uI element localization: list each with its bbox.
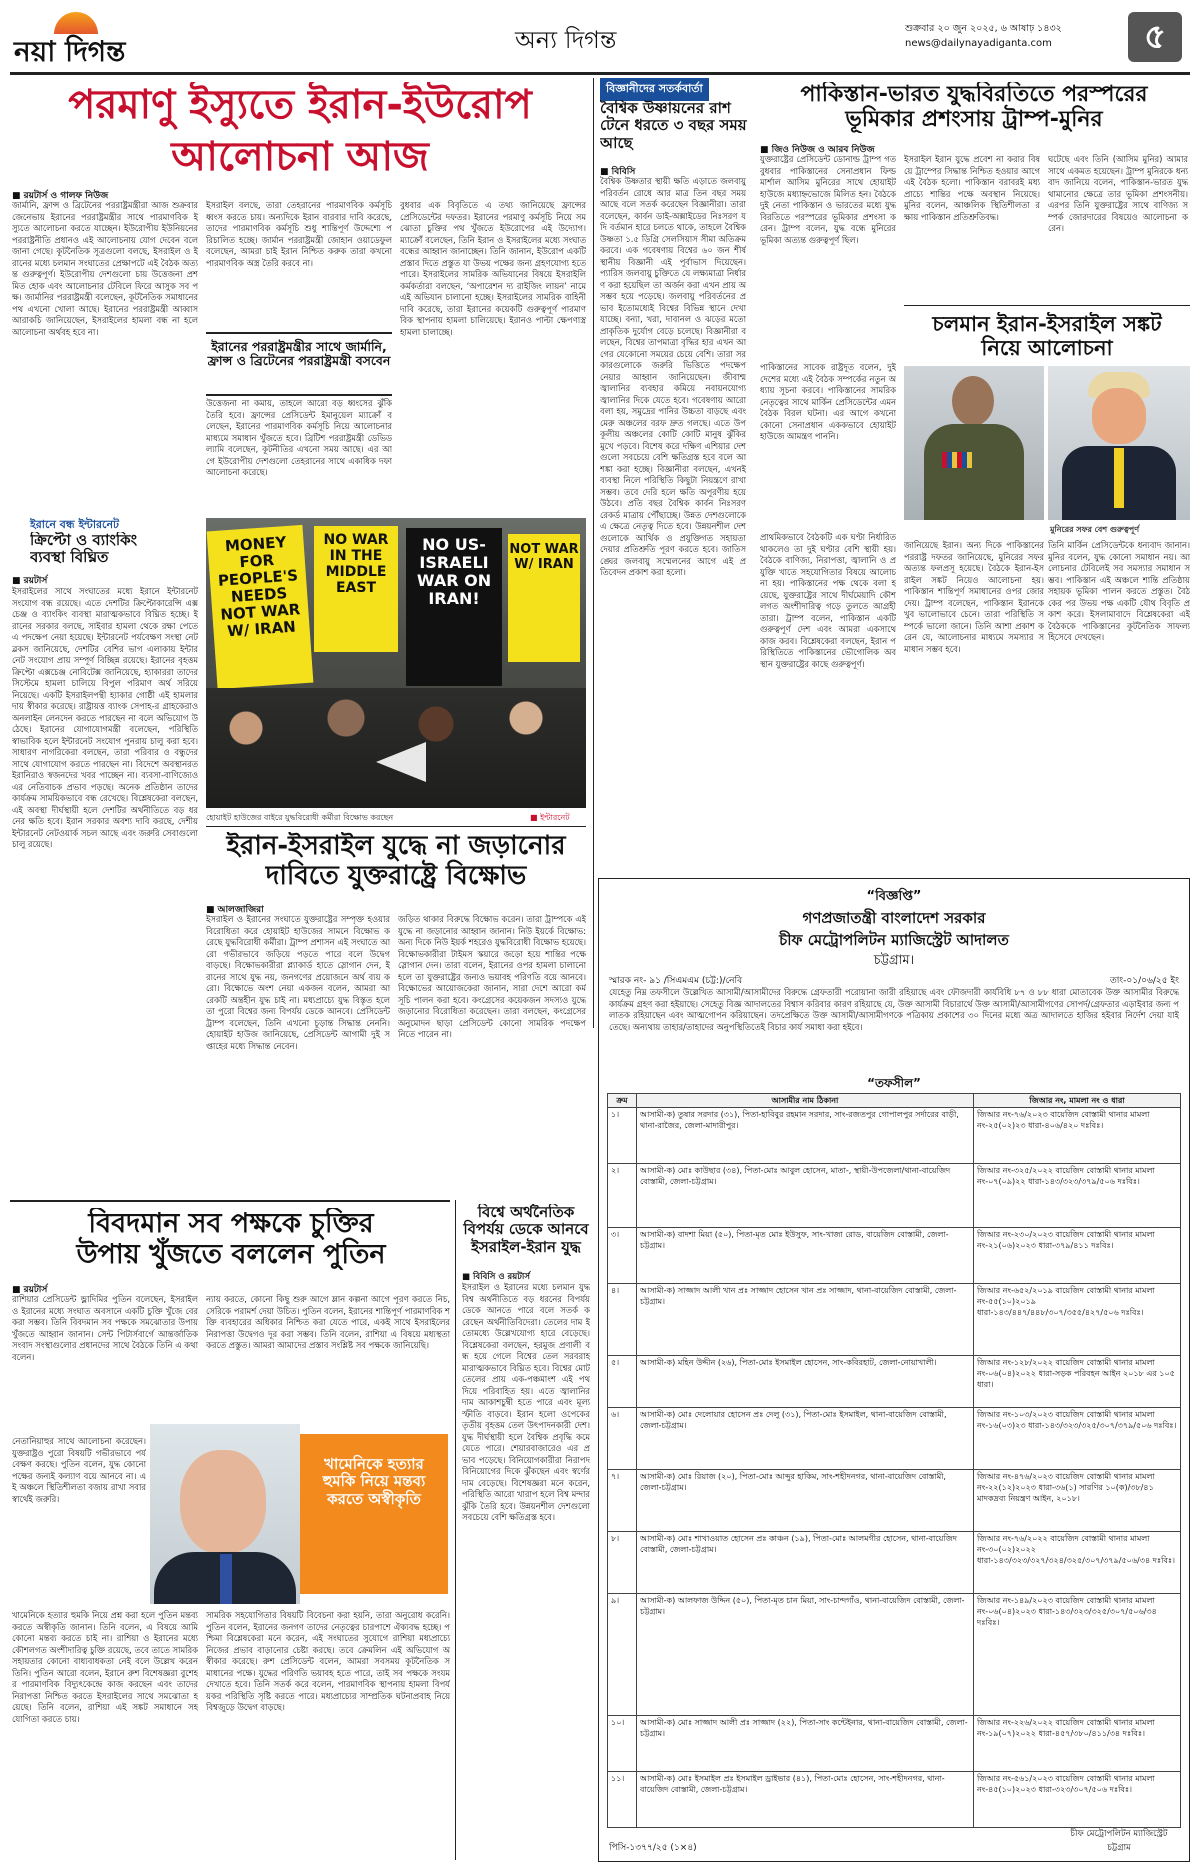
pakistan-body-col3: ঘটেছে এবং তিনি (আসিম মুনির) আমার সাথে একমত হয়েছেন। ট্রাম্প মুনিরকে ধন্যবাদ জানিয়ে বলেন, পাকিস্তান-ভারত যুদ্ধ থামানোর ক্ষেত্রে তার ভূমিকা প্রশংসনীয়। এরপর তিনি যুক্তরাষ্ট্রের সাথে বাণিজ্য সম্পর্ক জোরদারের বিষয়েও আলোচনা করেন। (1048, 154, 1188, 233)
crisis-body: তিনি মার্কিন প্রেসিডেন্টকে ধন্যবাদ জানান। মুনির বলেন, যুদ্ধ কোনো সমাধান নয়। আলোচনার টেবিলেই সব সমস্যার সমাধান সম্ভব। পাকিস্তান এই অঞ্চলে শান্তি প্রতিষ্ঠায় সহায়ক ভূমিকা পালন করতে প্রস্তুত। বৈঠকের পর উভয় পক্ষ একটি যৌথ বিবৃতি প্রকাশ করে। ইসলামাবাদে বিশ্লেষকেরা এই বৈঠককে পাকিস্তানের কূটনৈতিক সাফল্য হিসেবে দেখছেন। (1048, 540, 1190, 642)
table-row (608, 1594, 1181, 1716)
us-protest-headline (206, 832, 586, 892)
lead-body-col1: জার্মানি, ফ্রান্স ও ব্রিটেনের পররাষ্ট্রমন্ত্রীরা আজ শুক্রবার জেনেভায় ইরানের পররাষ্ট্রমন্ত্রীর সাথে পারমাণবিক ইস্যুতে আলোচনা করতে যাচ্ছেন। ইউরোপীয় ইউনিয়নের পররাষ্ট্রনীতি প্রধানও এই আলোচনায় যোগ দেবেন বলে জানা গেছে। কূটনৈতিক সূত্রগুলো বলছে, ইসরাইল ও ইরানের মধ্যে চলমান সংঘাতের প্রেক্ষাপটে এই বৈঠক অত্যন্ত গুরুত্বপূর্ণ। ইউরোপীয় দেশগুলো চায় উত্তেজনা প্রশমিত হোক এবং আলোচনার টেবিলে ফিরে আসুক সব পক্ষ। জার্মানির পররাষ্ট্রমন্ত্রী বলেছেন, কূটনৈতিক সমাধানের পথ এখনো খোলা আছে। ইরানের পররাষ্ট্রমন্ত্রী আব্বাস আরাকচি জানিয়েছেন, ইসরাইলের হামলা বন্ধ না হলে আলোচনা অর্থবহ হবে না। (12, 200, 198, 337)
pakistan-headline (758, 82, 1190, 133)
row-accused: আসামী-ক) মোঃ রিয়াজ (২০), পিতা-মোঃ আব্দুর হাকিম, সাং-শহীদনগর, থানা-বায়েজিদ বোস্তামী, জেলা-চট্টগ্রাম। (637, 1470, 974, 1532)
notice-table (607, 1093, 1181, 1828)
us-protest-byline: ■ আলজাজিরা (206, 905, 264, 915)
putin-callout (300, 1434, 448, 1594)
row-accused: আসামী-ক) মোঃ ইসমাইল প্রঃ ইসমাইল ড্রাইভার (৪১), পিতা-মোঃ হোসেন, সাং-শহীদনগর, থানা-বায়েজিদ বোস্তামী, জেলা-চট্টগ্রাম। (637, 1772, 974, 1828)
lead-body-col2b: উত্তেজনা না কমায়, তাহলে আরো বড় ধ্বংসের ঝুঁকি তৈরি হবে। ফ্রান্সের প্রেসিডেন্ট ইমানুয়েল ম্যাক্রোঁ বলেছেন, ইরানের পারমাণবিক কর্মসূচি নিয়ে আলোচনার মাধ্যমে সমাধান খুঁজতে হবে। ব্রিটিশ পররাষ্ট্রমন্ত্রী ডেভিড ল্যামি বলেছেন, কূটনীতির এখনো সময় আছে। এর আগে ইউরোপীয় দেশগুলো তেহরানের সাথে একাধিক দফা আলোচনা করেছে। (206, 398, 392, 477)
economy-headline (462, 1204, 590, 1256)
col-serial: ক্রম (608, 1094, 637, 1108)
row-case: জিআর নং-১২৮/২০২২ বায়েজিদ বোস্তামী থানার মামলা নং-০৬(০৪)২০২২ ধারা-সড়ক পরিবহন আইন ২০১৮ এর ১০৫ ধারা। (974, 1356, 1181, 1408)
scientists-body: বৈশ্বিক উষ্ণতার স্থায়ী ক্ষতি এড়াতে জলবায়ু পরিবর্তন রোধে আর মাত্র তিন বছর সময় আছে বলে সতর্ক করেছেন বিজ্ঞানীরা। তারা বলেছেন, কার্বন ডাই-অক্সাইডের নিঃসরণ যদি বর্তমান হারে চলতে থাকে, তাহলে বৈশ্বিক উষ্ণতা ১.৫ ডিগ্রি সেলসিয়াস সীমা অতিক্রম করবে। এক গবেষণায় বিশ্বের ৬০ জন শীর্ষস্থানীয় বিজ্ঞানী এই পূর্বাভাস দিয়েছেন। প্যারিস জলবায়ু চুক্তিতে যে লক্ষ্যমাত্রা নির্ধারণ করা হয়েছিল তা অর্জন করা এখন প্রায় অসম্ভব হয়ে পড়েছে। জলবায়ু পরিবর্তনের প্রভাব ইতোমধ্যেই বিশ্বের বিভিন্ন স্থানে দেখা যাচ্ছে। বন্যা, খরা, দাবানল ও ঝড়ের মতো প্রাকৃতিক দুর্যোগ বেড়ে চলেছে। বিজ্ঞানীরা বলছেন, বিশ্বের তাপমাত্রা বৃদ্ধির হার এখন আগের যেকোনো সময়ের চেয়ে বেশি। তারা সরকারগুলোকে জরুরি ভিত্তিতে পদক্ষেপ নেয়ার আহ্বান জানিয়েছেন। জীবাশ্ম জ্বালানির ব্যবহার কমিয়ে নবায়নযোগ্য জ্বালানির দিকে যেতে হবে। গবেষণায় আরো বলা হয়, সমুদ্রের পানির উচ্চতা বাড়ছে এবং মেরু অঞ্চলের বরফ দ্রুত গলছে। এতে উপকূলীয় অঞ্চলের কোটি কোটি মানুষ ঝুঁকির মুখে পড়বে। বিশেষ করে দক্ষিণ এশিয়ার দেশগুলো সবচেয়ে বেশি ক্ষতিগ্রস্ত হবে বলে আশঙ্কা করা হচ্ছে। বিজ্ঞানীরা বলছেন, এখনই ব্যবস্থা নিলে পরিস্থিতি কিছুটা নিয়ন্ত্রণে রাখা সম্ভব। তবে দেরি হলে ক্ষতি অপূরণীয় হয়ে উঠবে। প্রতি বছর বৈশ্বিক কার্বন নিঃসরণ রেকর্ড মাত্রায় পৌঁছাচ্ছে। উন্নত দেশগুলোকে এ ক্ষেত্রে নেতৃত্ব দিতে হবে। উন্নয়নশীল দেশগুলোকে আর্থিক ও প্রযুক্তিগত সহায়তা দেয়ার প্রতিশ্রুতি পূরণ করতে হবে। জাতিসঙ্ঘের জলবায়ু সম্মেলনের আগে এই প্রতিবেদন প্রকাশ করা হলো। (600, 176, 746, 577)
scientists-kicker: বিজ্ঞানীদের সতর্কবার্তা (600, 78, 709, 101)
putin-body-col2: ন্যায় করতে, কোনো কিছু শুরু আগে ম্লান কল্পনা আগে পূরণ করতে নিচ, সেরিকে পরামর্শ দেয়া উচিত। পুতিন বলেন, ইরানের শান্তিপূর্ণ পারমাণবিক শক্তি ব্যবহারের অধিকার নিশ্চিত করা যেতে পারে, একই সাথে ইসরাইলের নিরাপত্তা উদ্বেগও দূর করা সম্ভব। তিনি বলেন, রাশিয়া এ বিষয়ে মধ্যস্থতা করতে প্রস্তুত। আমরা আমাদের প্রস্তাব সংশ্লিষ্ট সব পক্ষকে জানিয়েছি। (206, 1294, 450, 1350)
protest-photo-credit: ■ ইন্টারনেট (530, 813, 570, 822)
putin-body-col1: রাশিয়ার প্রেসিডেন্ট ভ্লাদিমির পুতিন বলেছেন, ইসরাইল ও ইরানের মধ্যে সংঘাত অবসানে একটি চুক্তি খুঁজে বের করা সম্ভব। তিনি বিবদমান সব পক্ষকে সমঝোতার উপায় খুঁজতে আহ্বান জানান। সেন্ট পিটার্সবার্গে আন্তর্জাতিক সংবাদ সংস্থাগুলোর প্রধানদের সাথে বৈঠকে তিনি এ কথা বলেন। (12, 1294, 198, 1362)
crisis-headline (904, 312, 1190, 360)
row-accused: আসামী-ক) মোঃ সাজ্জাদ আলী প্রঃ সাজ্জাদ (২২), পিতা-সাং কন্টেইনার, থানা-বায়েজিদ বোস্তামী, জেলা-চট্টগ্রাম। (637, 1716, 974, 1772)
subhead-text: ইরানের পররাষ্ট্রমন্ত্রীর সাথে জার্মানি, ফ্রান্স ও ব্রিটেনের পররাষ্ট্রমন্ত্রী বসবেন (207, 339, 391, 369)
notice-intro: যেহেতু নিম্ন তফসীলে উল্লেখিত আসামী/আসামীদের বিরুদ্ধে গ্রেফতারী পরোয়ানা জারী রহিয়াছে এবং ফৌজদারী কার্যবিধি ৮৭ ও ৮৮ ধারা মোতাবেক উক্ত আসামীর বিরুদ্ধে কার্যক্রম গ্রহণ করা হইয়াছে। সেহেতু বিজ্ঞ আদালতের বিশ্বাস করিবার কারণ রহিয়াছে যে, উক্ত আসামী বিচারার্থে উক্ত আসামী/আসামীগণের সোপর্দ/গ্রেফতার এড়াইবার জন্য পলাতক রহিয়াছেন এবং আত্মগোপন করিয়াছেন। তদপ্রেক্ষিতে উক্ত আসামী/আসামীগণকে পত্রিকায় প্রকাশের ৩০ দিনের মধ্যে অত্র আদালতে হাজির হইবার নির্দেশ দেয়া যাইতেছে। অন্যথায় তাহার/তাহাদের অনুপস্থিতিতেই বিচার কার্য সমাধা করা হইবে। (609, 987, 1179, 1032)
crisis-headline-line2: নিয়ে আলোচনা (981, 336, 1113, 361)
notice-gov: গণপ্রজাতন্ত্রী বাংলাদেশ সরকার (802, 909, 986, 927)
putin-body-col1b: নেতানিয়াহুর সাথে আলোচনা করেছেন। যুক্তরাষ্ট্রও পুরো বিষয়টি গভীরভাবে পর্যবেক্ষণ করছে। পুতিন বলেন, যুদ্ধ কোনো পক্ষের জন্যই কল্যাণ বয়ে আনবে না। এই অঞ্চলে স্থিতিশীলতা বজায় রাখা সবার স্বার্থেই জরুরি। (12, 1436, 146, 1504)
lead-byline: ■ রয়টার্স ও গালফ নিউজ (12, 191, 109, 201)
row-case: জিআর নং-৪৭৬/২০২৩ বায়েজিদ বোস্তামী থানার মামলা নং-২২(১২)২০২৩ ধারা-৩৬(১) সারণির ১০(ক)/৩৮/৪১ মাদকদ্রব্য নিয়ন্ত্রণ আইন, ২০১৮। (974, 1470, 1181, 1532)
lead-body-col3: বুধবার এক বিবৃতিতে এ তথ্য জানিয়েছে ফ্রান্সের প্রেসিডেন্টের দফতর। ইরানের পরমাণু কর্মসূচি নিয়ে সমঝোতা চুক্তির পথ খুঁজতে ইউরোপের এই উদ্যোগ। ম্যাক্রোঁ বলেছেন, তিনি ইরান ও ইসরাইলের মধ্যে সংঘাত বন্ধের আহ্বান জানাচ্ছেন। তিনি জানান, ইউরোপ একটি প্রস্তাব দিতে প্রস্তুত যা উভয় পক্ষের জন্য গ্রহণযোগ্য হতে পারে। ইসরাইলের সামরিক অভিযানের বিষয়ে ইসরাইলি কর্মকর্তারা বলছেন, ‘অপারেশন দ্য রাইজিং লায়ন’ নামে এই অভিযান চালানো হচ্ছে। ইসরাইলের সামরিক বাহিনী দাবি করেছে, তারা ইরানের কয়েকটি গুরুত্বপূর্ণ পারমাণবিক স্থাপনায় হামলা চালিয়েছে। ইরানও পাল্টা ক্ষেপণাস্ত্র হামলা চালাচ্ছে। (400, 200, 586, 337)
notice-footer-right: চীফ মেট্রোপলিটন ম্যাজিস্ট্রেট চট্টগ্রাম (1070, 1829, 1168, 1853)
row-case: জিআর নং-২২৬/২০২২ বায়েজিদ বোস্তামী থানার মামলা নং-১৯(০৭)২০২২ ধারা-৪৫৭/৩৮০/৪১১/৩৪ দঃবিঃ। (974, 1716, 1181, 1772)
scientists-byline: ■ বিবিসি (600, 167, 636, 177)
economy-headline-line2: বিপর্যয় ডেকে আনবে (463, 1220, 589, 1239)
protest-photo-caption: হোয়াইট হাউজের বাইরে যুদ্ধবিরোধী কর্মীরা বিক্ষোভ করছেন (206, 813, 394, 822)
lead-headline (20, 82, 580, 180)
internet-kicker: ইরানে বন্ধ ইন্টারনেট (30, 518, 120, 531)
page-number-badge (1128, 12, 1182, 62)
row-serial: ১১। (608, 1772, 637, 1828)
putin-headline-line2: উপায় খুঁজতে বললেন পুতিন (76, 1239, 386, 1271)
trump-face (1092, 388, 1146, 444)
us-protest-body-col2: জড়িত থাকার বিরুদ্ধে বিক্ষোভ করেন। তারা ট্রাম্পকে এই যুদ্ধে না জড়ানোর আহ্বান জানান। নিউ ইয়র্কে বিক্ষোভ: অন্য দিকে নিউ ইয়র্ক শহরেও যুদ্ধবিরোধী বিক্ষোভ হয়েছে। বিক্ষোভকারীরা টাইমস স্কয়ারে জড়ো হয়ে শান্তির পক্ষে স্লোগান দেন। তারা বলেন, ইরানের ওপর হামলা চালানো হলে তা যুক্তরাষ্ট্রের জন্যও ভয়াবহ পরিণতি বয়ে আনবে। বিক্ষোভের আয়োজকেরা জানান, সারা দেশে আরো কর্মসূচি পালন করা হবে। কংগ্রেসের কয়েকজন সদস্যও যুদ্ধে জড়ানোর বিরোধিতা করেছেন। তারা বলছেন, কংগ্রেসের অনুমোদন ছাড়া প্রেসিডেন্ট কোনো সামরিক পদক্ষেপ নিতে পারেন না। (398, 914, 586, 1039)
row-case: জিআর নং-৫৬১/২০২৩ বায়েজিদ বোস্তামী থানার মামলা নং-৪৫(১০)২০২৩ ধারা-৩২৩/৩০৭/৫০৬ দঃবিঃ। (974, 1772, 1181, 1828)
scientists-headline: বৈশ্বিক উষ্ণায়নের রাশ টেনে ধরতে ৩ বছর সময় আছে (600, 100, 747, 152)
economy-byline: ■ বিবিসি ও রয়টার্স (462, 1272, 530, 1282)
section-title: অন্য দিগন্ত (515, 26, 617, 54)
masthead (10, 4, 1190, 70)
trump-photo (1048, 366, 1190, 520)
lead-headline-line2: আলোচনা আজ (171, 134, 429, 180)
pakistan-body-col1: যুক্তরাষ্ট্রের প্রেসিডেন্ট ডোনাল্ড ট্রাম্প গত বুধবার পাকিস্তানের সেনাপ্রধান ফিল্ড মার্শাল আসিম মুনিরের সাথে হোয়াইট হাউজে মধ্যাহ্নভোজে মিলিত হন। বৈঠকে দুই নেতা পাকিস্তান ও ভারতের মধ্যে যুদ্ধবিরতিতে পরস্পরের ভূমিকার প্রশংসা করেন। ট্রাম্প বলেন, যুদ্ধ বন্ধে মুনিরের ভূমিকা অত্যন্ত গুরুত্বপূর্ণ ছিল। (760, 154, 896, 245)
economy-headline-line1: বিশ্বে অর্থনৈতিক (477, 1204, 575, 1221)
economy-divider (455, 1200, 456, 1860)
us-protest-headline-line1: ইরান-ইসরাইল যুদ্ধে না জড়ানোর (226, 832, 566, 861)
lead-body-col2: ইসরাইল বলছে, তারা তেহরানের পারমাণবিক কর্মসূচি ধ্বংস করতে চায়। অন্যদিকে ইরান বারবার দাবি করেছে, তাদের পারমাণবিক কর্মসূচি শুধু শান্তিপূর্ণ উদ্দেশ্যে পরিচালিত হচ্ছে। জার্মান পররাষ্ট্রমন্ত্রী জোহান ওয়াডেফুল বলেছেন, আমরা চাই ইরান নিশ্চিত করুক তারা কখনো পারমাণবিক অস্ত্র তৈরি করবে না। (206, 200, 392, 268)
row-case: জিআর নং-৬৫২/২০১৯ বায়েজিদ বোস্তামী থানার মামলা নং-৫৫(১০)২০১৯ ধারা-১৪৩/৪৪৭/৪৪৮/৩০৭/৩৫৫/৪২৭/৫০৬ দঃবিঃ। (974, 1284, 1181, 1356)
notice-memo-date: তাং-০১/০৬/২৫ ইং (1109, 976, 1179, 986)
row-accused: আসামী-ক) বাদশা মিয়া (৫০), পিতা-মৃত মোঃ ইউসুফ, সাং-খাজা রোড, বায়েজিদ বোস্তামী, জেলা-চট্টগ্রাম। (637, 1228, 974, 1284)
row-accused: আসামী-ক) আলফাজ উদ্দিন (৫০), পিতা-মৃত চান মিয়া, সাং-চান্দগাঁও, থানা-বায়েজিদ বোস্তামী, জেলা-চট্টগ্রাম। (637, 1594, 974, 1716)
row-serial: ১০। (608, 1716, 637, 1772)
notice-footer-left: পিসি-১৩৭৭/২৫ (১×৪) (609, 1843, 697, 1853)
medals-icon (942, 452, 972, 468)
trump-tie (1114, 448, 1124, 508)
scientists-divider (593, 78, 594, 1028)
masthead-rule (10, 72, 1190, 75)
notice-table-header (608, 1094, 1181, 1108)
logo-text: নয়া দিগন্ত (14, 35, 126, 68)
notice-city: চট্টগ্রাম। (873, 953, 915, 968)
economy-headline-line3: ইসরাইল-ইরান যুদ্ধ (471, 1237, 581, 1256)
row-serial: ৪। (608, 1284, 637, 1356)
table-row (608, 1408, 1181, 1470)
row-accused: আসামী-ক) তুষার সরদার (৩১), পিতা-হাবিবুর রহমান সরদার, সাং-রজতপুর গোপালপুর সর্দারের বাড়ী, থানা-রাজৈর, জেলা-মাদারীপুর। (637, 1108, 974, 1164)
col-case: জিআর নং, মামলা নং ও ধারা (974, 1094, 1181, 1108)
putin-body-col1c: খামেনিকে হত্যার হুমকি নিয়ে প্রশ্ন করা হলে পুতিন মন্তব্য করতে অস্বীকৃতি জানান। তিনি বলেন, এ বিষয়ে আমি কোনো মন্তব্য করতে চাই না। রাশিয়া ও ইরানের মধ্যে কৌশলগত অংশীদারিত্ব চুক্তি রয়েছে, তবে তাতে সামরিক সহায়তার কোনো বাধ্যবাধকতা নেই বলে উল্লেখ করেন তিনি। পুতিন আরো বলেন, ইরানে রুশ বিশেষজ্ঞরা বুশেহর পারমাণবিক বিদ্যুৎকেন্দ্রে কাজ করছেন এবং তাদের নিরাপত্তা নিশ্চিত করতে ইসরাইলের সাথে সমঝোতা হয়েছে। তিনি বলেন, রাশিয়া এই সঙ্কট সমাধানে সহযোগিতা করতে চায়। (12, 1610, 198, 1724)
table-row (608, 1108, 1181, 1164)
megaphone-icon (376, 742, 426, 782)
protest-sign-2: NO WAR IN THE MIDDLE EAST (314, 526, 398, 652)
protest-sign-4: NOT WAR W/ IRAN (508, 534, 580, 662)
notice-list-title: “তফসীল” (867, 1076, 921, 1090)
putin-photo (150, 1424, 300, 1604)
row-accused: আসামী-ক) মোঃ কাউছার (৩৪), পিতা-মোঃ আবুল হোসেন, মাতা-, স্থায়ী-উপজেলা/থানা-বায়েজিদ বোস্তামী, জেলা-চট্টগ্রাম। (637, 1164, 974, 1228)
internet-headline: ক্রিপ্টো ও ব্যাংকিং ব্যবস্থা বিঘ্নিত (30, 532, 138, 567)
us-protest-rule (206, 826, 586, 827)
munir-photo (904, 366, 1044, 520)
notice-title: “বিজ্ঞপ্তি” (866, 889, 922, 904)
pakistan-headline-line2: ভূমিকার প্রশংসায় ট্রাম্প-মুনির (845, 107, 1103, 133)
table-row (608, 1532, 1181, 1594)
row-case: জিআর নং-২৩০/২০২৩ বায়েজিদ বোস্তামী থানার মামলা নং-২১(০৬)২০২৩ ধারা-৩৭৯/৪১১ দঃবিঃ। (974, 1228, 1181, 1284)
row-accused: আসামী-ক) মোঃ শাখাওয়াত হোসেন প্রঃ কাঞ্চন (১৯), পিতা-মোঃ আলমগীর হোসেন, থানা-বায়েজিদ বোস্তামী, জেলা-চট্টগ্রাম। (637, 1532, 974, 1594)
pakistan-body-lower-col2: প্রাথমিকভাবে বৈঠকটি এক ঘণ্টা নির্ধারিত থাকলেও তা দুই ঘণ্টার বেশি স্থায়ী হয়। বৈঠকে বাণিজ্য, নিরাপত্তা, জ্বালানি ও প্রযুক্তি খাতে সহযোগিতার বিষয়ে আলোচনা হয়। পাকিস্তানের পক্ষ থেকে বলা হয়েছে, যুক্তরাষ্ট্রের সাথে দীর্ঘমেয়াদি কৌশলগত অংশীদারিত্ব গড়ে তুলতে আগ্রহী তারা। ট্রাম্প বলেন, পাকিস্তান একটি গুরুত্বপূর্ণ দেশ এবং আমরা একসাথে কাজ করব। বিশ্লেষকেরা বলছেন, ইরান পরিস্থিতিতে পাকিস্তানের ভৌগোলিক অবস্থান যুক্তরাষ্ট্রের কাছে গুরুত্বপূর্ণ। (760, 532, 896, 669)
economy-body: ইসরাইল ও ইরানের মধ্যে চলমান যুদ্ধ বিশ্ব অর্থনীতিতে বড় ধরনের বিপর্যয় ডেকে আনতে পারে বলে সতর্ক করেছেন অর্থনীতিবিদেরা। তেলের দাম ইতোমধ্যে উল্লেখযোগ্য হারে বেড়েছে। বিশ্লেষকেরা বলছেন, হরমুজ প্রণালী বন্ধ হয়ে গেলে বিশ্বের তেল সরবরাহ মারাত্মকভাবে বিঘ্নিত হবে। বিশ্বের মোট তেলের প্রায় এক-পঞ্চমাংশ এই পথ দিয়ে পরিবাহিত হয়। এতে জ্বালানির দাম আকাশচুম্বী হতে পারে এবং মূল্যস্ফীতি বাড়বে। ইরান হলো ওপেকের তৃতীয় বৃহত্তম তেল উৎপাদনকারী দেশ। যুদ্ধ দীর্ঘস্থায়ী হলে বৈশ্বিক প্রবৃদ্ধি কমে যেতে পারে। শেয়ারবাজারেও এর প্রভাব পড়েছে। বিনিয়োগকারীরা নিরাপদ বিনিয়োগের দিকে ঝুঁকছেন এবং স্বর্ণের দাম বেড়েছে। বিশেষজ্ঞরা মনে করেন, পরিস্থিতি আরো খারাপ হলে বিশ্ব মন্দার ঝুঁকি তৈরি হবে। উন্নয়নশীল দেশগুলো সবচেয়ে বেশি ক্ষতিগ্রস্ত হবে। (462, 1282, 590, 1522)
table-row (608, 1772, 1181, 1828)
notice-memo: স্মারক নং- ৯১ /সিএমএম (চট্ট:)/নেবি (609, 976, 743, 986)
internet-byline: ■ রয়টার্স (12, 576, 48, 586)
protest-photo (206, 518, 586, 808)
row-case: জিআর নং-৭৬/২০২২ বায়েজিদ বোস্তামী থানার মামলা নং-৩০(০২)২০২২ ধারা-১৪৩/৩২৩/৩২৭/৩২৪/৩২৫/৩০৭/৩৭৯/৫০৬/৩৪ দঃবিঃ। (974, 1532, 1181, 1594)
email-link[interactable]: news@dailynayadiganta.com (905, 38, 1052, 49)
notice-box (598, 878, 1190, 1862)
table-row (608, 1228, 1181, 1284)
table-row (608, 1716, 1181, 1772)
col-accused: আসামীর নাম ঠিকানা (637, 1094, 974, 1108)
notice-court: চীফ মেট্রোপলিটন ম্যাজিস্ট্রেট আদালত (779, 931, 1009, 949)
putin-face (180, 1450, 266, 1554)
row-serial: ১। (608, 1108, 637, 1164)
issue-date: শুক্রবার ২০ জুন ২০২৫, ৬ আষাঢ় ১৪৩২ (905, 23, 1062, 34)
row-serial: ৬। (608, 1408, 637, 1470)
internet-body: ইসরাইলের সাথে সংঘাতের মধ্যে ইরানে ইন্টারনেট সংযোগ বন্ধ রয়েছে। এতে দেশটির ক্রিপ্টোকারেন্সি এক্সচেঞ্জ ও ব্যাংকিং ব্যবস্থা মারাত্মকভাবে বিঘ্নিত হচ্ছে। ইরানের সরকার বলছে, সাইবার হামলা থেকে রক্ষা পেতে এ পদক্ষেপ নেয়া হয়েছে। ইন্টারনেট পর্যবেক্ষণ সংস্থা নেটব্লকস জানিয়েছে, দেশটির বেশির ভাগ এলাকায় ইন্টারনেট সংযোগ প্রায় সম্পূর্ণ বিচ্ছিন্ন রয়েছে। ইরানের বৃহত্তম ক্রিপ্টো এক্সচেঞ্জ নোবিটেক্স জানিয়েছে, হ্যাকাররা তাদের সিস্টেমে হামলা চালিয়ে বিপুল পরিমাণ অর্থ সরিয়ে নিয়েছে। একটি ইসরাইলপন্থী হ্যাকার গোষ্ঠী এই হামলার দায় স্বীকার করেছে। রাষ্ট্রায়ত্ত ব্যাংক সেপাহ-র গ্রাহকেরাও অনলাইন লেনদেন করতে পারছেন না বলে অভিযোগ উঠেছে। ইরানের যোগাযোগমন্ত্রী বলেছেন, পরিস্থিতি স্বাভাবিক হলে ইন্টারনেট সংযোগ পুনরায় চালু করা হবে। সাধারণ নাগরিকেরা বলছেন, তারা পরিবার ও বন্ধুদের সাথে যোগাযোগ করতে পারছেন না। বিদেশে অবস্থানরত ইরানিরাও স্বজনদের খবর পাচ্ছেন না। ব্যবসা-বাণিজ্যেও এর নেতিবাচক প্রভাব পড়ছে। অনেক প্রতিষ্ঠান তাদের কার্যক্রম সাময়িকভাবে বন্ধ রেখেছে। বিশ্লেষকেরা বলছেন, এই অবস্থা দীর্ঘস্থায়ী হলে দেশটির অর্থনীতিতে বড় ধরনের ক্ষতি হবে। ইরান সরকার অবশ্য দাবি করছে, দেশীয় ইন্টারনেট নেটওয়ার্ক সচল আছে এবং জরুরি সেবাগুলো চালু রয়েছে। (12, 586, 198, 849)
row-accused: আসামী-ক) মহিন উদ্দীন (২৬), পিতা-মোঃ ইসমাইল হোসেন, সাং-কবিরহাট, জেলা-নোয়াখালী। (637, 1356, 974, 1408)
protest-sign-3: NO US-ISRAELI WAR ON IRAN! (406, 528, 502, 686)
row-accused: আসামী-ক) মোঃ দেলোয়ার হোসেন প্রঃ দেলু (৩১), পিতা-মোঃ ইসমাইল, থানা-বায়েজিদ বোস্তামী, জেলা-চট্টগ্রাম। (637, 1408, 974, 1470)
putin-top-rule (10, 1200, 450, 1202)
row-serial: ৭। (608, 1470, 637, 1532)
pakistan-body-col1b: পাকিস্তানের সাবেক রাষ্ট্রদূত বলেন, দুই দেশের মধ্যে এই বৈঠক সম্পর্কের নতুন অধ্যায় সূচনা করবে। পাকিস্তানের সামরিক নেতৃত্বের সাথে মার্কিন প্রেসিডেন্টের এমন বৈঠক বিরল ঘটনা। এর আগে কখনো কোনো সেনাপ্রধান এককভাবে হোয়াইট হাউজে আমন্ত্রণ পাননি। (760, 362, 896, 441)
row-serial: ২। (608, 1164, 637, 1228)
munir-head (952, 376, 994, 426)
crisis-headline-line1: চলমান ইরান-ইসরাইল সঙ্কট (932, 312, 1162, 336)
row-accused: আসামী-ক) সাজ্জাদ আলী খান প্রঃ সাজ্জাদ হোসেন খান প্রঃ সাজ্জাদ, থানা-বায়েজিদ বোস্তামী, জেলা-চট্টগ্রাম। (637, 1284, 974, 1356)
row-case: জিআর নং-১৪৯/২০২৩ বায়েজিদ বোস্তামী থানার মামলা নং-০৬(০৪)২০২৩ ধারা-১৪৩/৩২৩/৩২৫/৩০৭/৫০৬/৩৪ দঃবিঃ। (974, 1594, 1181, 1716)
row-case: জিআর নং-৭৬/২০২৩ বায়েজিদ বোস্তামী থানার মামলা নং-২৫(০২)২৩ ধারা-৪০৬/৪২০ দঃবিঃ। (974, 1108, 1181, 1164)
table-row (608, 1164, 1181, 1228)
row-serial: ৩। (608, 1228, 637, 1284)
protest-sign-1: MONEY FOR PEOPLE'S NEEDS NOT WAR W/ IRAN (207, 525, 314, 689)
table-row (608, 1356, 1181, 1408)
munir-uniform (924, 424, 1024, 520)
table-row (608, 1284, 1181, 1356)
us-protest-headline-line2: দাবিতে যুক্তরাষ্ট্রে বিক্ষোভ (265, 860, 527, 891)
putin-body-col2b: সামরিক সহযোগিতার বিষয়টি বিবেচনা করা হয়নি, তারা অনুরোধ করেনি। পুতিন বলেন, ইরানের জনগণ তাদের নেতৃত্বের চারপাশে ঐক্যবদ্ধ হচ্ছে। পশ্চিমা বিশ্লেষকেরা মনে করেন, এই সংঘাতের সুযোগে রাশিয়া মধ্যপ্রাচ্যে নিজের প্রভাব বাড়ানোর চেষ্টা করছে। তবে ক্রেমলিন এই অভিযোগ অস্বীকার করেছে। রুশ প্রেসিডেন্ট বলেন, আমরা সবসময় কূটনৈতিক সমাধানের পক্ষে। যুদ্ধের পরিণতি ভয়াবহ হতে পারে, তাই সব পক্ষকে সংযম দেখাতে হবে। তিনি সতর্ক করে বলেন, পারমাণবিক স্থাপনায় হামলা বিপর্যয়কর পরিস্থিতি সৃষ্টি করতে পারে। মধ্যপ্রাচ্যের সাম্প্রতিক ঘটনাপ্রবাহ নিয়ে বিশ্বজুড়ে উদ্বেগ বাড়ছে। (206, 1610, 450, 1712)
putin-byline: ■ রয়টার্স (12, 1285, 48, 1295)
row-case: জিআর নং-৩২৫/২০২২ বায়েজিদ বোস্তামী থানার মামলা নং-০৭(০৯)২২ ধারা-১৪৩/৩২৩/৩৭৯/৫০৬ দঃবিঃ। (974, 1164, 1181, 1228)
row-serial: ৮। (608, 1532, 637, 1594)
subhead-box (206, 332, 392, 396)
crisis-caption: মুনিরের সফর বেশ গুরুত্বপূর্ণ (1050, 525, 1140, 534)
pakistan-headline-line1: পাকিস্তান-ভারত যুদ্ধবিরতিতে পরস্পরের (800, 82, 1148, 107)
row-case: জিআর নং-১০৩/২০২৩ বায়েজিদ বোস্তামী থানার মামলা নং-১৬(০৩)২৩ ধারা-১৪৩/৩২৩/৩২৫/৩০৭/৩৭৯/৫০৬ দঃবিঃ। (974, 1408, 1181, 1470)
putin-callout-text: খামেনিকে হত্যার হুমকি নিয়ে মন্তব্য করতে অস্বীকৃতি (322, 1455, 426, 1508)
putin-tie (220, 1554, 232, 1604)
pakistan-body-col2: ইসরাইল ইরান যুদ্ধে প্রবেশ না করার বিষয়ে ট্রাম্পের সিদ্ধান্ত নিশ্চিত হওয়ার আগে এই বৈঠক হলো। পাকিস্তান বরাবরই মধ্যপ্রাচ্যে শান্তির পক্ষে অবস্থান নিয়েছে। মুনির বলেন, আঞ্চলিক স্থিতিশীলতা রক্ষায় পাকিস্তান প্রতিশ্রুতিবদ্ধ। (904, 154, 1040, 222)
row-serial: ৯। (608, 1594, 637, 1716)
logo (14, 8, 204, 66)
us-protest-body-col1: ইসরাইল ও ইরানের সংঘাতে যুক্তরাষ্ট্রের সম্পৃক্ত হওয়ার বিরোধিতা করে হোয়াইট হাউজের সামনে বিক্ষোভ করেছে যুদ্ধবিরোধী কর্মীরা। ট্রাম্প প্রশাসন এই সংঘাতে আরো গভীরভাবে জড়িয়ে পড়তে পারে বলে উদ্বেগ বাড়ছে। বিক্ষোভকারীরা প্ল্যাকার্ড হাতে স্লোগান দেন, ইরানের সাথে যুদ্ধ নয়, জনগণের প্রয়োজনে অর্থ ব্যয় করো। বিক্ষোভে অংশ নেয়া একজন বলেন, আমরা আরেকটি অন্তহীন যুদ্ধ চাই না। মধ্যপ্রাচ্যে যুদ্ধ বিস্তৃত হলে তা পুরো বিশ্বের জন্য বিপর্যয় ডেকে আনবে। প্রেসিডেন্ট ট্রাম্প বলেছেন, তিনি এখনো চূড়ান্ত সিদ্ধান্ত নেননি। হোয়াইট হাউজ জানিয়েছে, প্রেসিডেন্ট আগামী দুই সপ্তাহের মধ্যে সিদ্ধান্ত নেবেন। (206, 914, 390, 1051)
lead-headline-line1: পরমাণু ইস্যুতে ইরান-ইউরোপ (68, 82, 532, 128)
putin-headline (12, 1208, 450, 1270)
pakistan-byline: ■ জিও নিউজ ও আরব নিউজ (760, 145, 875, 155)
table-row (608, 1470, 1181, 1532)
crisis-top-rule (904, 305, 1190, 306)
putin-headline-line1: বিবদমান সব পক্ষকে চুক্তির (88, 1208, 374, 1239)
page-number: ৫ (1143, 17, 1167, 57)
pakistan-body-lower-col3: জানিয়েছে ইরান। অন্য দিকে পাকিস্তানের পররাষ্ট্র দফতর জানিয়েছে, মুনিরের সফর অত্যন্ত ফলপ্রসূ হয়েছে। বৈঠকে ইরান-ইসরাইল সঙ্কট নিয়েও আলোচনা হয়। পাকিস্তান শান্তিপূর্ণ সমাধানের ওপর জোর দেয়। ট্রাম্প বলেছেন, পাকিস্তান ইরানকে খুব ভালোভাবে চেনে। তারা পরিস্থিতি সম্পর্কে ভালো জানে। তিনি আশা প্রকাশ করেন যে, আলোচনার মাধ্যমে সমস্যার সমাধান সম্ভব হবে। (904, 540, 1044, 654)
row-serial: ৫। (608, 1356, 637, 1408)
